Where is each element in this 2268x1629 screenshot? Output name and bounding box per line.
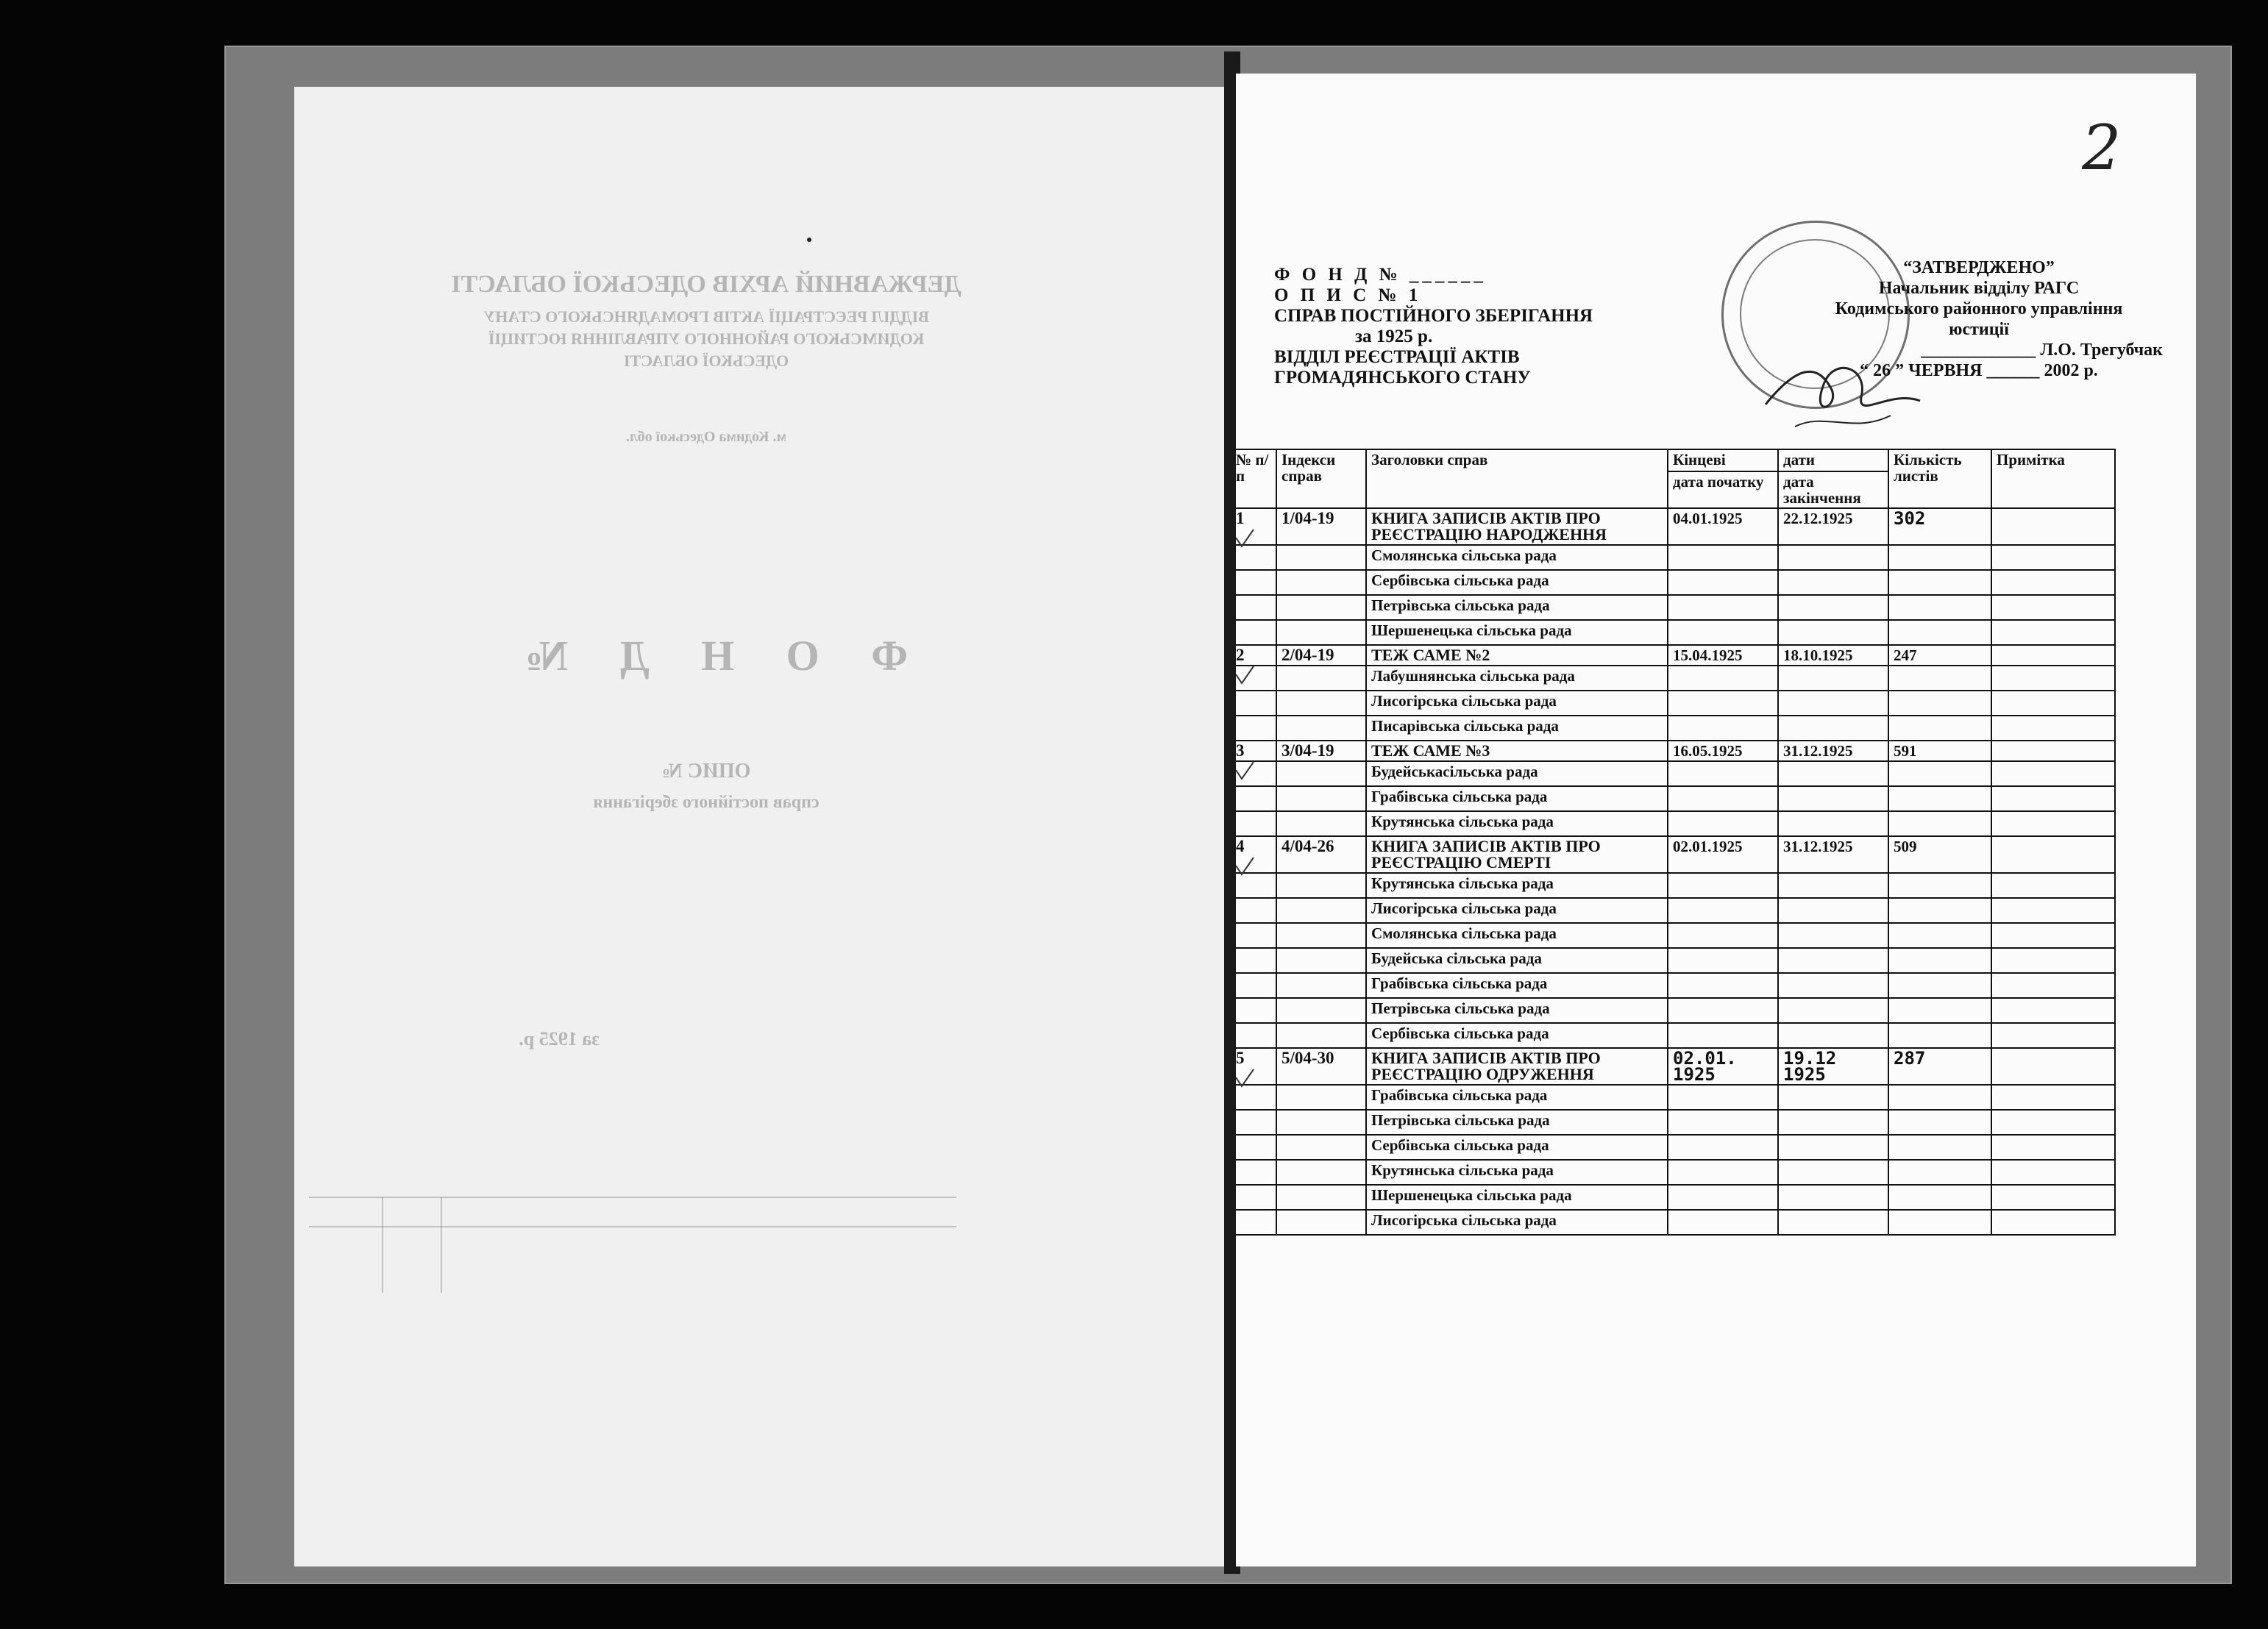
cell-title: ТЕЖ САМЕ №2 — [1366, 645, 1668, 666]
empty-cell — [1888, 545, 1991, 570]
empty-cell — [1778, 545, 1888, 570]
left-page — [294, 87, 1232, 1566]
empty-cell — [1276, 786, 1366, 811]
council-row — [1236, 1085, 2115, 1110]
empty-cell — [1276, 973, 1366, 998]
empty-cell — [1276, 948, 1366, 973]
cell-start: 02.01. 1925 — [1668, 1048, 1778, 1085]
fond-header — [1274, 265, 1657, 388]
header-num: № п/п — [1236, 449, 1276, 508]
empty-cell — [1276, 1210, 1366, 1235]
empty-cell — [1991, 570, 2115, 595]
empty-cell — [1668, 570, 1778, 595]
empty-cell — [1888, 873, 1991, 898]
empty-cell — [1276, 545, 1366, 570]
cell-index: 2/04-19 — [1276, 645, 1366, 666]
cell-start: 15.04.1925 — [1668, 645, 1778, 666]
empty-cell — [1668, 786, 1778, 811]
empty-cell — [1888, 666, 1991, 691]
empty-cell — [1236, 923, 1276, 948]
empty-cell — [1236, 1160, 1276, 1185]
council-row — [1236, 716, 2115, 741]
empty-cell — [1888, 570, 1991, 595]
empty-cell — [1888, 761, 1991, 786]
cell-title: КНИГА ЗАПИСІВ АКТІВ ПРО РЕЄСТРАЦІЮ СМЕРТІ — [1366, 836, 1668, 873]
cell-num: 4 — [1236, 836, 1276, 873]
opis-label: О П И С № 1 — [1274, 285, 1422, 305]
empty-cell — [1778, 1160, 1888, 1185]
empty-cell — [1991, 761, 2115, 786]
empty-cell — [1991, 948, 2115, 973]
council-name: Смолянська сільська рада — [1366, 923, 1668, 948]
council-name: Сербівська сільська рада — [1366, 1023, 1668, 1048]
cell-note — [1991, 741, 2115, 761]
cell-index: 3/04-19 — [1276, 741, 1366, 761]
empty-cell — [1668, 691, 1778, 716]
cell-end: 31.12.1925 — [1778, 836, 1888, 873]
empty-cell — [1668, 1085, 1778, 1110]
header-index: Індекси справ — [1276, 449, 1366, 508]
council-name: Будейськасільська рада — [1366, 761, 1668, 786]
header-dates-right: дати — [1778, 449, 1888, 471]
council-name: Лисогірська сільська рада — [1366, 898, 1668, 923]
council-name: Лисогірська сільська рада — [1366, 691, 1668, 716]
cell-end: 31.12.1925 — [1778, 741, 1888, 761]
approval-dept: Кодимського районного управління — [1835, 299, 2123, 318]
approval-date: “ 26 ” ЧЕРВНЯ ______ 2002 р. — [1860, 361, 2098, 380]
table-row — [1236, 1048, 2115, 1085]
empty-cell — [1236, 948, 1276, 973]
empty-cell — [1778, 595, 1888, 620]
cell-end: 18.10.1925 — [1778, 645, 1888, 666]
council-row — [1236, 666, 2115, 691]
empty-cell — [1236, 811, 1276, 836]
council-row — [1236, 1185, 2115, 1210]
cell-sheets: 509 — [1888, 836, 1991, 873]
check-mark-icon — [1236, 664, 1256, 686]
cell-title: КНИГА ЗАПИСІВ АКТІВ ПРО РЕЄСТРАЦІЮ НАРОДЖЕННЯ — [1366, 508, 1668, 545]
empty-cell — [1276, 716, 1366, 741]
empty-cell — [1236, 620, 1276, 645]
fond-label: Ф О Н Д № ______ — [1274, 265, 1487, 285]
dept-line-2: ГРОМАДЯНСЬКОГО СТАНУ — [1274, 368, 1531, 388]
empty-cell — [1276, 1185, 1366, 1210]
empty-cell — [1778, 786, 1888, 811]
council-name: Лисогірська сільська рада — [1366, 1210, 1668, 1235]
empty-cell — [1888, 620, 1991, 645]
table-row — [1236, 645, 2115, 666]
empty-cell — [1778, 998, 1888, 1023]
empty-cell — [1668, 595, 1778, 620]
ink-dot — [807, 238, 811, 242]
empty-cell — [1668, 1110, 1778, 1135]
empty-cell — [1236, 1135, 1276, 1160]
table-row — [1236, 741, 2115, 761]
empty-cell — [1888, 595, 1991, 620]
empty-cell — [1276, 1023, 1366, 1048]
empty-cell — [1888, 1135, 1991, 1160]
ghost-storage: справ постійного зберігання — [593, 793, 820, 812]
council-name: Сербівська сільська рада — [1366, 570, 1668, 595]
cell-note — [1991, 645, 2115, 666]
empty-cell — [1991, 1135, 2115, 1160]
approval-block — [1795, 257, 2163, 381]
empty-cell — [1778, 1135, 1888, 1160]
council-row — [1236, 1160, 2115, 1185]
empty-cell — [1888, 1085, 1991, 1110]
cell-start: 16.05.1925 — [1668, 741, 1778, 761]
empty-cell — [1276, 691, 1366, 716]
empty-cell — [1888, 898, 1991, 923]
cell-index: 4/04-26 — [1276, 836, 1366, 873]
empty-cell — [1236, 1023, 1276, 1048]
empty-cell — [1888, 1185, 1991, 1210]
cell-num: 1 — [1236, 508, 1276, 545]
header-dates-left: Кінцеві — [1668, 449, 1778, 471]
council-name: Лабушнянська сільська рада — [1366, 666, 1668, 691]
cell-note — [1991, 1048, 2115, 1085]
empty-cell — [1991, 691, 2115, 716]
empty-cell — [1888, 973, 1991, 998]
council-row — [1236, 898, 2115, 923]
empty-cell — [1668, 811, 1778, 836]
council-name: Грабівська сільська рада — [1366, 1085, 1668, 1110]
table-row — [1236, 508, 2115, 545]
council-row — [1236, 1023, 2115, 1048]
empty-cell — [1236, 998, 1276, 1023]
cell-end: 19.12 1925 — [1778, 1048, 1888, 1085]
empty-cell — [1276, 570, 1366, 595]
council-name: Писарівська сільська рада — [1366, 716, 1668, 741]
empty-cell — [1888, 716, 1991, 741]
council-row — [1236, 1110, 2115, 1135]
empty-cell — [1276, 1110, 1366, 1135]
ghost-region: ОДЕСЬКОЇ ОБЛАСТІ — [623, 352, 789, 370]
empty-cell — [1778, 1085, 1888, 1110]
empty-cell — [1276, 811, 1366, 836]
ghost-dept-2: КОДИМСЬКОГО РАЙОННОГО УПРАВЛІННЯ ЮСТИЦІЇ — [488, 329, 925, 348]
council-row — [1236, 1210, 2115, 1235]
empty-cell — [1778, 1185, 1888, 1210]
empty-cell — [1888, 998, 1991, 1023]
empty-cell — [1668, 973, 1778, 998]
dept-line: ВІДДІЛ РЕЄСТРАЦІЇ АКТІВ — [1274, 347, 1520, 367]
ghost-dept: ВІДДІЛ РЕЄСТРАЦІЇ АКТІВ ГРОМАДЯНСЬКОГО СТАНУ — [483, 307, 929, 326]
empty-cell — [1778, 898, 1888, 923]
empty-cell — [1778, 620, 1888, 645]
empty-cell — [1668, 761, 1778, 786]
empty-cell — [1276, 923, 1366, 948]
empty-cell — [1888, 786, 1991, 811]
empty-cell — [1236, 973, 1276, 998]
cell-num: 5 — [1236, 1048, 1276, 1085]
approval-position: Начальник відділу РАГС — [1878, 279, 2080, 298]
empty-cell — [1778, 923, 1888, 948]
empty-cell — [1888, 1210, 1991, 1235]
empty-cell — [1668, 923, 1778, 948]
council-name: Шершенецька сільська рада — [1366, 620, 1668, 645]
empty-cell — [1668, 948, 1778, 973]
empty-cell — [1668, 1185, 1778, 1210]
empty-cell — [1276, 873, 1366, 898]
empty-cell — [1991, 1085, 2115, 1110]
empty-cell — [1991, 1185, 2115, 1210]
empty-cell — [1276, 620, 1366, 645]
empty-cell — [1991, 1160, 2115, 1185]
check-mark-icon — [1236, 760, 1256, 782]
council-name: Шершенецька сільська рада — [1366, 1185, 1668, 1210]
check-mark-icon — [1236, 1067, 1256, 1089]
header-end: дата закінчення — [1778, 471, 1888, 508]
empty-cell — [1778, 570, 1888, 595]
council-name: Крутянська сільська рада — [1366, 873, 1668, 898]
council-row — [1236, 873, 2115, 898]
council-name: Крутянська сільська рада — [1366, 811, 1668, 836]
council-row — [1236, 761, 2115, 786]
cell-index: 5/04-30 — [1276, 1048, 1366, 1085]
cell-title: КНИГА ЗАПИСІВ АКТІВ ПРО РЕЄСТРАЦІЮ ОДРУЖЕННЯ — [1366, 1048, 1668, 1085]
cell-start: 02.01.1925 — [1668, 836, 1778, 873]
header-start: дата початку — [1668, 471, 1778, 508]
empty-cell — [1778, 691, 1888, 716]
council-name: Петрівська сільська рада — [1366, 595, 1668, 620]
empty-cell — [1668, 1135, 1778, 1160]
empty-cell — [1888, 691, 1991, 716]
cell-sheets: 302 — [1888, 508, 1991, 545]
header-sheets: Кількість листів — [1888, 449, 1991, 508]
empty-cell — [1991, 545, 2115, 570]
empty-cell — [1991, 1210, 2115, 1235]
check-mark-icon — [1236, 855, 1256, 877]
empty-cell — [1991, 786, 2115, 811]
council-name: Грабівська сільська рада — [1366, 973, 1668, 998]
council-row — [1236, 620, 2115, 645]
council-row — [1236, 998, 2115, 1023]
ghost-table-lines — [294, 1183, 1232, 1300]
cell-sheets: 287 — [1888, 1048, 1991, 1085]
empty-cell — [1888, 948, 1991, 973]
ghost-fond: Ф О Н Д № — [504, 632, 909, 680]
empty-cell — [1236, 570, 1276, 595]
empty-cell — [1991, 898, 2115, 923]
council-row — [1236, 948, 2115, 973]
empty-cell — [1888, 923, 1991, 948]
empty-cell — [1778, 1210, 1888, 1235]
empty-cell — [1888, 1160, 1991, 1185]
cell-sheets: 247 — [1888, 645, 1991, 666]
empty-cell — [1236, 786, 1276, 811]
council-name: Будейська сільська рада — [1366, 948, 1668, 973]
empty-cell — [1778, 716, 1888, 741]
empty-cell — [1778, 761, 1888, 786]
empty-cell — [1668, 1210, 1778, 1235]
empty-cell — [1236, 1185, 1276, 1210]
ghost-opis: ОПИС № — [661, 760, 751, 783]
council-row — [1236, 595, 2115, 620]
empty-cell — [1991, 716, 2115, 741]
check-mark-icon — [1236, 527, 1256, 549]
empty-cell — [1276, 1160, 1366, 1185]
empty-cell — [1778, 873, 1888, 898]
empty-cell — [1668, 620, 1778, 645]
empty-cell — [1888, 811, 1991, 836]
approval-dept-2: юстиції — [1949, 320, 2009, 339]
ghost-year: за 1925 р. — [519, 1028, 600, 1049]
empty-cell — [1668, 1160, 1778, 1185]
empty-cell — [1888, 1023, 1991, 1048]
council-row — [1236, 811, 2115, 836]
empty-cell — [1236, 1210, 1276, 1235]
empty-cell — [1276, 761, 1366, 786]
cell-index: 1/04-19 — [1276, 508, 1366, 545]
cell-note — [1991, 508, 2115, 545]
empty-cell — [1778, 811, 1888, 836]
empty-cell — [1276, 998, 1366, 1023]
empty-cell — [1991, 595, 2115, 620]
cell-num: 2 — [1236, 645, 1276, 666]
empty-cell — [1236, 716, 1276, 741]
council-name: Петрівська сільська рада — [1366, 1110, 1668, 1135]
cell-end: 22.12.1925 — [1778, 508, 1888, 545]
empty-cell — [1778, 1110, 1888, 1135]
header-title: Заголовки справ — [1366, 449, 1668, 508]
ghost-city: м. Кодима Одеської обл. — [625, 429, 787, 445]
empty-cell — [1991, 998, 2115, 1023]
council-row — [1236, 570, 2115, 595]
council-row — [1236, 973, 2115, 998]
approval-title: “ЗАТВЕРДЖЕНО” — [1903, 258, 2055, 277]
cell-title: ТЕЖ САМЕ №3 — [1366, 741, 1668, 761]
empty-cell — [1236, 898, 1276, 923]
empty-cell — [1778, 1023, 1888, 1048]
empty-cell — [1276, 666, 1366, 691]
empty-cell — [1668, 666, 1778, 691]
council-name: Сербівська сільська рада — [1366, 1135, 1668, 1160]
cell-num: 3 — [1236, 741, 1276, 761]
empty-cell — [1991, 811, 2115, 836]
council-row — [1236, 923, 2115, 948]
cell-start: 04.01.1925 — [1668, 508, 1778, 545]
empty-cell — [1276, 1135, 1366, 1160]
council-row — [1236, 786, 2115, 811]
empty-cell — [1778, 948, 1888, 973]
cell-sheets: 591 — [1888, 741, 1991, 761]
empty-cell — [1991, 620, 2115, 645]
cell-note — [1991, 836, 2115, 873]
empty-cell — [1991, 1110, 2115, 1135]
empty-cell — [1236, 1110, 1276, 1135]
empty-cell — [1668, 873, 1778, 898]
empty-cell — [1668, 998, 1778, 1023]
year-line: за 1925 р. — [1355, 327, 1433, 346]
empty-cell — [1991, 873, 2115, 898]
empty-cell — [1991, 923, 2115, 948]
empty-cell — [1276, 595, 1366, 620]
empty-cell — [1991, 666, 2115, 691]
approval-signer: _____________ Л.О. Трегубчак — [1921, 341, 2163, 360]
empty-cell — [1778, 973, 1888, 998]
empty-cell — [1668, 898, 1778, 923]
table-row — [1236, 836, 2115, 873]
header-note: Примітка — [1991, 449, 2115, 508]
empty-cell — [1888, 1110, 1991, 1135]
empty-cell — [1668, 1023, 1778, 1048]
council-name: Смолянська сільська рада — [1366, 545, 1668, 570]
empty-cell — [1991, 973, 2115, 998]
council-row — [1236, 1135, 2115, 1160]
council-name: Крутянська сільська рада — [1366, 1160, 1668, 1185]
ghost-archive-title: ДЕРЖАВНИЙ АРХІВ ОДЕСЬКОЇ ОБЛАСТІ — [451, 271, 961, 298]
handwritten-page-number: 2 — [2082, 112, 2122, 184]
empty-cell — [1236, 595, 1276, 620]
inventory-table — [1236, 449, 2116, 1236]
empty-cell — [1236, 691, 1276, 716]
empty-cell — [1276, 898, 1366, 923]
storage-line: СПРАВ ПОСТІЙНОГО ЗБЕРІГАННЯ — [1274, 306, 1593, 326]
council-name: Грабівська сільська рада — [1366, 786, 1668, 811]
council-row — [1236, 691, 2115, 716]
empty-cell — [1276, 1085, 1366, 1110]
council-name: Петрівська сільська рада — [1366, 998, 1668, 1023]
council-row — [1236, 545, 2115, 570]
empty-cell — [1778, 666, 1888, 691]
empty-cell — [1991, 1023, 2115, 1048]
empty-cell — [1668, 545, 1778, 570]
right-page — [1236, 74, 2196, 1566]
empty-cell — [1668, 716, 1778, 741]
